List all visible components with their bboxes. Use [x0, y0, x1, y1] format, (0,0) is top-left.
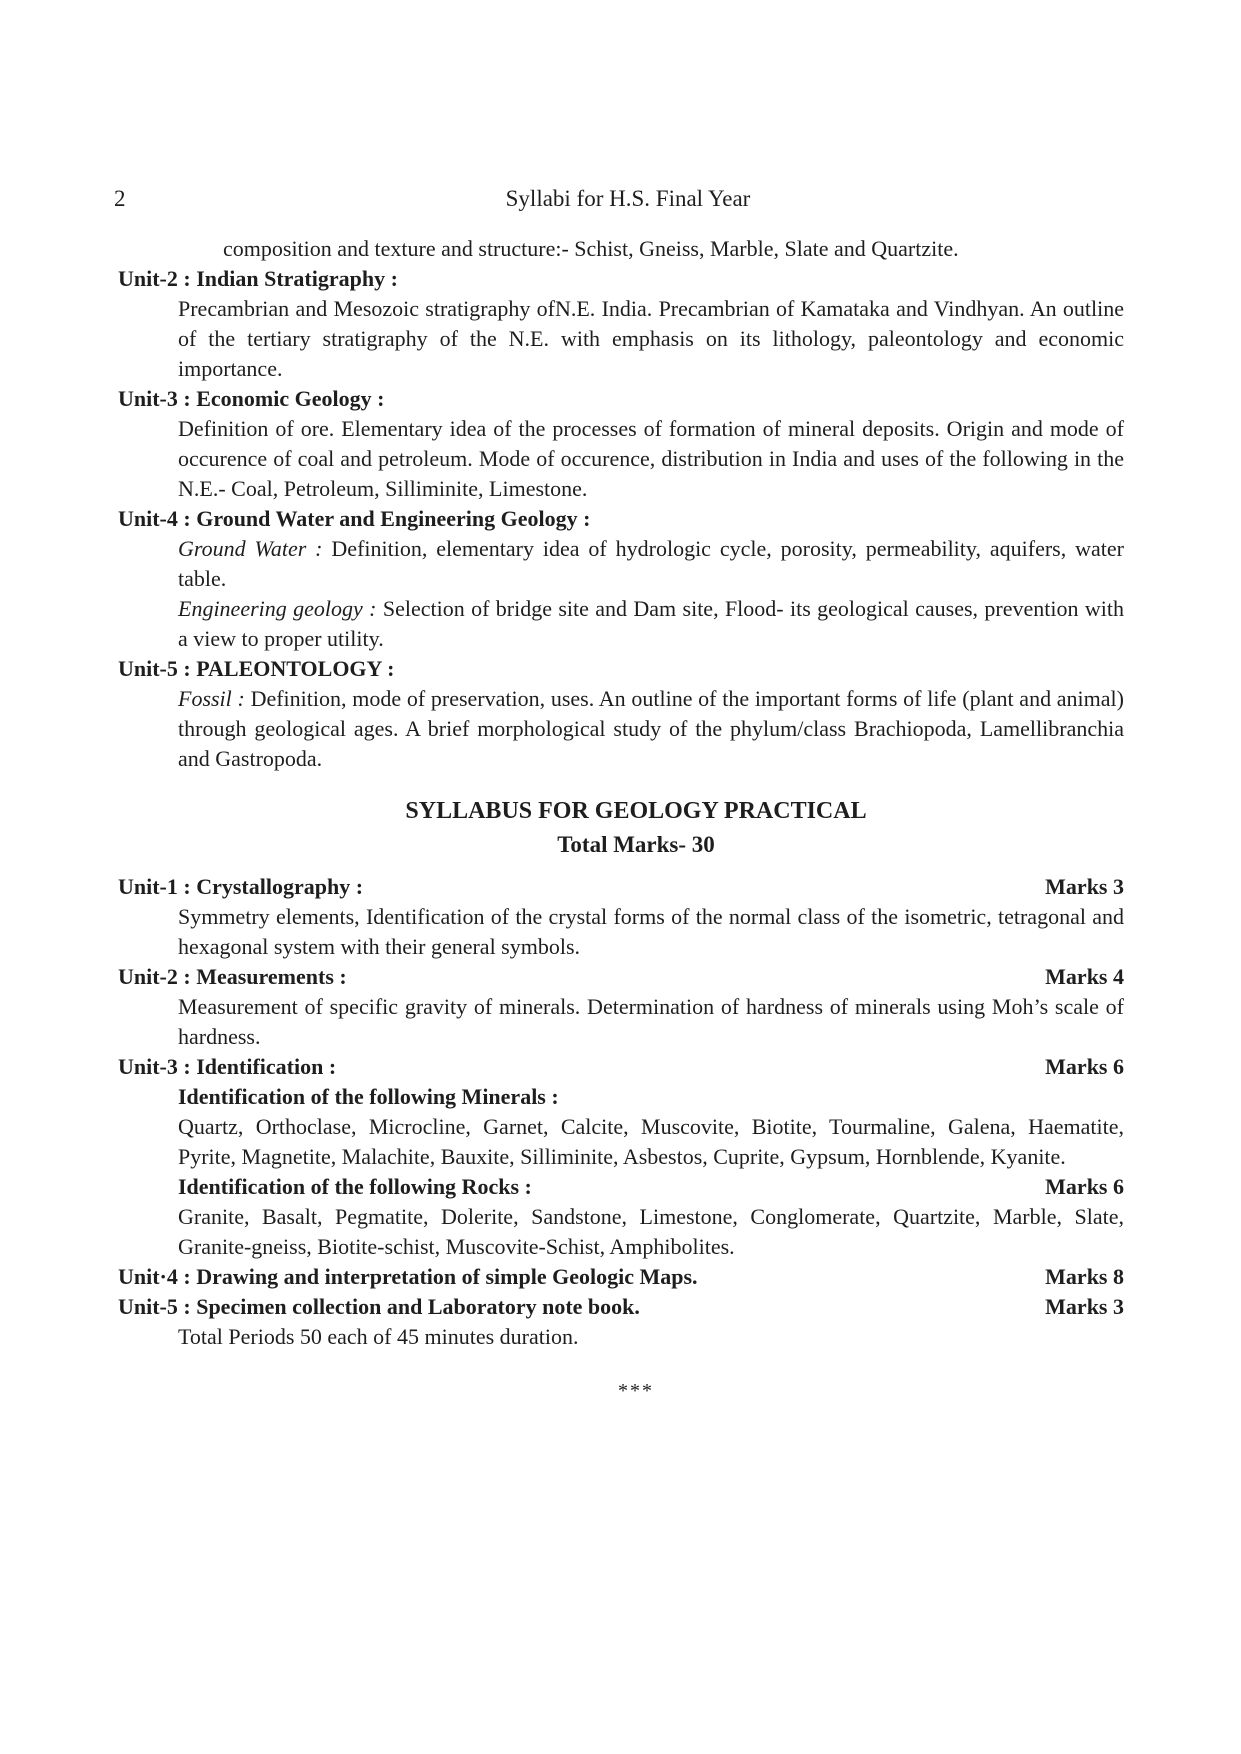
practical-unit-1-heading — [118, 872, 1124, 902]
theory-unit-2-title: Unit-2 : Indian Stratigraphy : — [118, 266, 398, 291]
practical-section-title: SYLLABUS FOR GEOLOGY PRACTICAL — [405, 798, 867, 824]
practical-unit-1-marks: Marks 3 — [1045, 874, 1124, 899]
minerals-subheading — [118, 1082, 1124, 1112]
theory-unit-4-heading — [118, 504, 1124, 534]
minerals-list: Quartz, Orthoclase, Microcline, Garnet, Calcite, Muscovite, Biotite, Tourmaline, Galena, Haematite, Pyrite, Magnetite, Malachite, Bauxite, Silliminite, Asbestos, Cuprite, Gypsum, Hornblende, Kyanite. — [178, 1114, 1124, 1169]
practical-unit-5-title: Unit-5 : Specimen collection and Laboratory note book. — [118, 1294, 640, 1319]
page-header — [114, 186, 1124, 216]
practical-unit-3-heading — [118, 1052, 1124, 1082]
theory-unit-3-heading — [118, 384, 1124, 414]
theory-unit-3-title: Unit-3 : Economic Geology : — [118, 386, 385, 411]
practical-unit-2-marks: Marks 4 — [1045, 964, 1124, 989]
practical-unit-4-title: Unit·4 : Drawing and interpretation of simple Geologic Maps. — [118, 1264, 698, 1289]
theory-unit-3-text: Definition of ore. Elementary idea of the processes of formation of mineral deposits. Origin and mode of occurence of coal and petroleum. Mode of occurence, distribution in India and uses of the following in the N.E.- Coal, Petroleum, Silliminite, Limestone. — [178, 416, 1124, 501]
practical-unit-2-text: Measurement of specific gravity of minerals. Determination of hardness of minerals using Moh’s scale of hardness. — [178, 994, 1124, 1049]
running-title: Syllabi for H.S. Final Year — [505, 186, 751, 211]
carryover-paragraph: composition and texture and structure:- Schist, Gneiss, Marble, Slate and Quartzite. — [223, 236, 959, 261]
ground-water-paragraph — [118, 534, 1124, 594]
rocks-marks: Marks 6 — [1045, 1174, 1124, 1199]
page-number: 2 — [114, 186, 126, 211]
theory-unit-5-title: Unit-5 : PALEONTOLOGY : — [118, 656, 395, 681]
practical-unit-5-heading — [118, 1292, 1124, 1322]
practical-unit-3-title: Unit-3 : Identification : — [118, 1054, 337, 1079]
engineering-geology-text: Selection of bridge site and Dam site, Flood- its geological causes, prevention with a view to proper utility. — [178, 596, 1124, 651]
engineering-geology-paragraph — [118, 594, 1124, 654]
practical-unit-5-text: Total Periods 50 each of 45 minutes duration. — [178, 1324, 579, 1349]
theory-unit-4-title: Unit-4 : Ground Water and Engineering Geology : — [118, 506, 591, 531]
end-mark: *** — [618, 1380, 654, 1402]
practical-unit-4-marks: Marks 8 — [1045, 1264, 1124, 1289]
minerals-subheading-title: Identification of the following Minerals : — [178, 1084, 559, 1109]
rocks-list: Granite, Basalt, Pegmatite, Dolerite, Sandstone, Limestone, Conglomerate, Quartzite, Marble, Slate, Granite-gneiss, Biotite-schist, Muscovite-Schist, Amphibolites. — [178, 1204, 1124, 1259]
practical-unit-5-marks: Marks 3 — [1045, 1294, 1124, 1319]
fossil-paragraph — [118, 684, 1124, 774]
practical-unit-1-title: Unit-1 : Crystallography : — [118, 874, 364, 899]
practical-total-marks: Total Marks- 30 — [557, 832, 715, 857]
theory-unit-2-heading — [118, 264, 1124, 294]
practical-unit-2-heading — [118, 962, 1124, 992]
engineering-geology-label: Engineering geology : — [178, 596, 377, 621]
practical-unit-3-marks: Marks 6 — [1045, 1054, 1124, 1079]
rocks-subheading — [118, 1172, 1124, 1202]
rocks-subheading-title: Identification of the following Rocks : — [178, 1174, 532, 1199]
practical-unit-2-title: Unit-2 : Measurements : — [118, 964, 347, 989]
ground-water-text: Definition, elementary idea of hydrologic cycle, porosity, permeability, aquifers, water table. — [178, 536, 1124, 591]
fossil-label: Fossil : — [178, 686, 245, 711]
ground-water-label: Ground Water : — [178, 536, 323, 561]
theory-unit-5-heading — [118, 654, 1124, 684]
theory-unit-2-text: Precambrian and Mesozoic stratigraphy ofN.E. India. Precambrian of Kamataka and Vindhyan. An outline of the tertiary stratigraphy of the N.E. with emphasis on its lithology, paleontology and economic importance. — [178, 296, 1124, 381]
practical-unit-1-text: Symmetry elements, Identification of the crystal forms of the normal class of the isometric, tetragonal and hexagonal system with their general symbols. — [178, 904, 1124, 959]
fossil-text: Definition, mode of preservation, uses. An outline of the important forms of life (plant and animal) through geological ages. A brief morphological study of the phylum/class Brachiopoda, Lamellibranchia and Gastropoda. — [178, 686, 1124, 771]
document-body — [118, 234, 1124, 1406]
practical-unit-4-heading — [118, 1262, 1124, 1292]
